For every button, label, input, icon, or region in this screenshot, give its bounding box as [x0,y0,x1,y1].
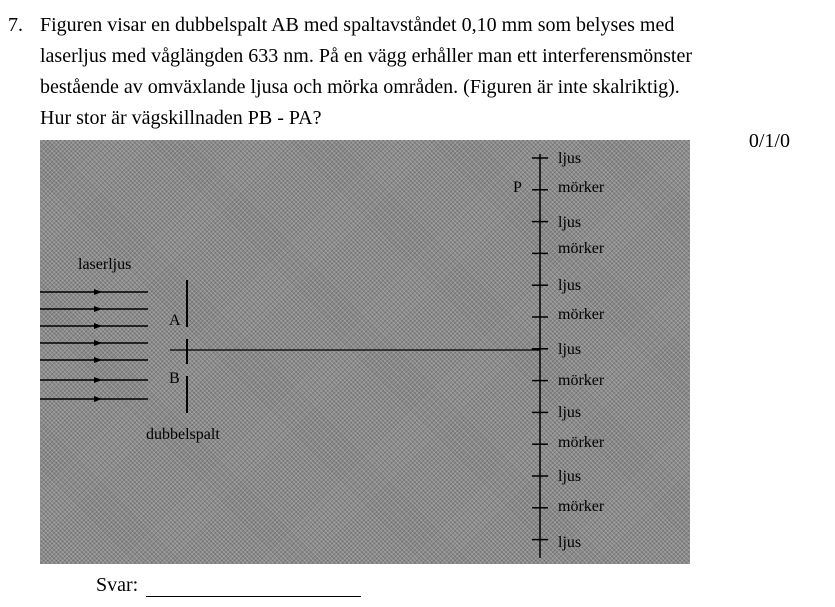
answer-label: Svar: [96,574,139,596]
question-line-2: laserljus med våglängden 633 nm. På en vägg erhåller man ett interferensmönster [40,45,693,67]
question-number: 7. [8,14,23,36]
wall-label: mörker [558,498,605,515]
slit-label: dubbelspalt [146,426,220,443]
points-label: 0/1/0 [748,130,790,152]
wall-label: ljus [558,341,582,358]
wall-label: mörker [558,306,605,323]
slit-a-label: A [169,312,181,329]
point-p-label: P [513,179,522,196]
arrowhead [94,289,102,295]
question-line-4: Hur stor är vägskillnaden PB - PA? [40,107,322,129]
wall-label: ljus [558,468,582,485]
question-line-3: bestående av omväxlande ljusa och mörka områden. (Figuren är inte skalriktig). [40,76,680,98]
wall-label: ljus [558,150,582,167]
slit-b-label: B [169,370,180,387]
wall-label: ljus [558,534,582,551]
question-line-1: Figuren visar en dubbelspalt AB med spaltavståndet 0,10 mm som belyses med [40,14,675,36]
arrowhead [94,377,102,383]
arrowhead [94,340,102,346]
double-slit-figure [40,140,690,564]
arrowhead [94,396,102,402]
wall-label: ljus [558,404,582,421]
answer-line[interactable] [146,596,361,597]
arrowhead [94,357,102,363]
wall-label: ljus [558,214,582,231]
arrowhead [94,306,102,312]
laser-arrowheads [94,289,102,402]
wall-label: ljus [558,277,582,294]
laser-label: laserljus [78,256,132,273]
wall-label: mörker [558,434,605,451]
wall-label: mörker [558,240,605,257]
arrowhead [94,323,102,329]
wall-label: mörker [558,179,605,196]
wall-label: mörker [558,372,605,389]
